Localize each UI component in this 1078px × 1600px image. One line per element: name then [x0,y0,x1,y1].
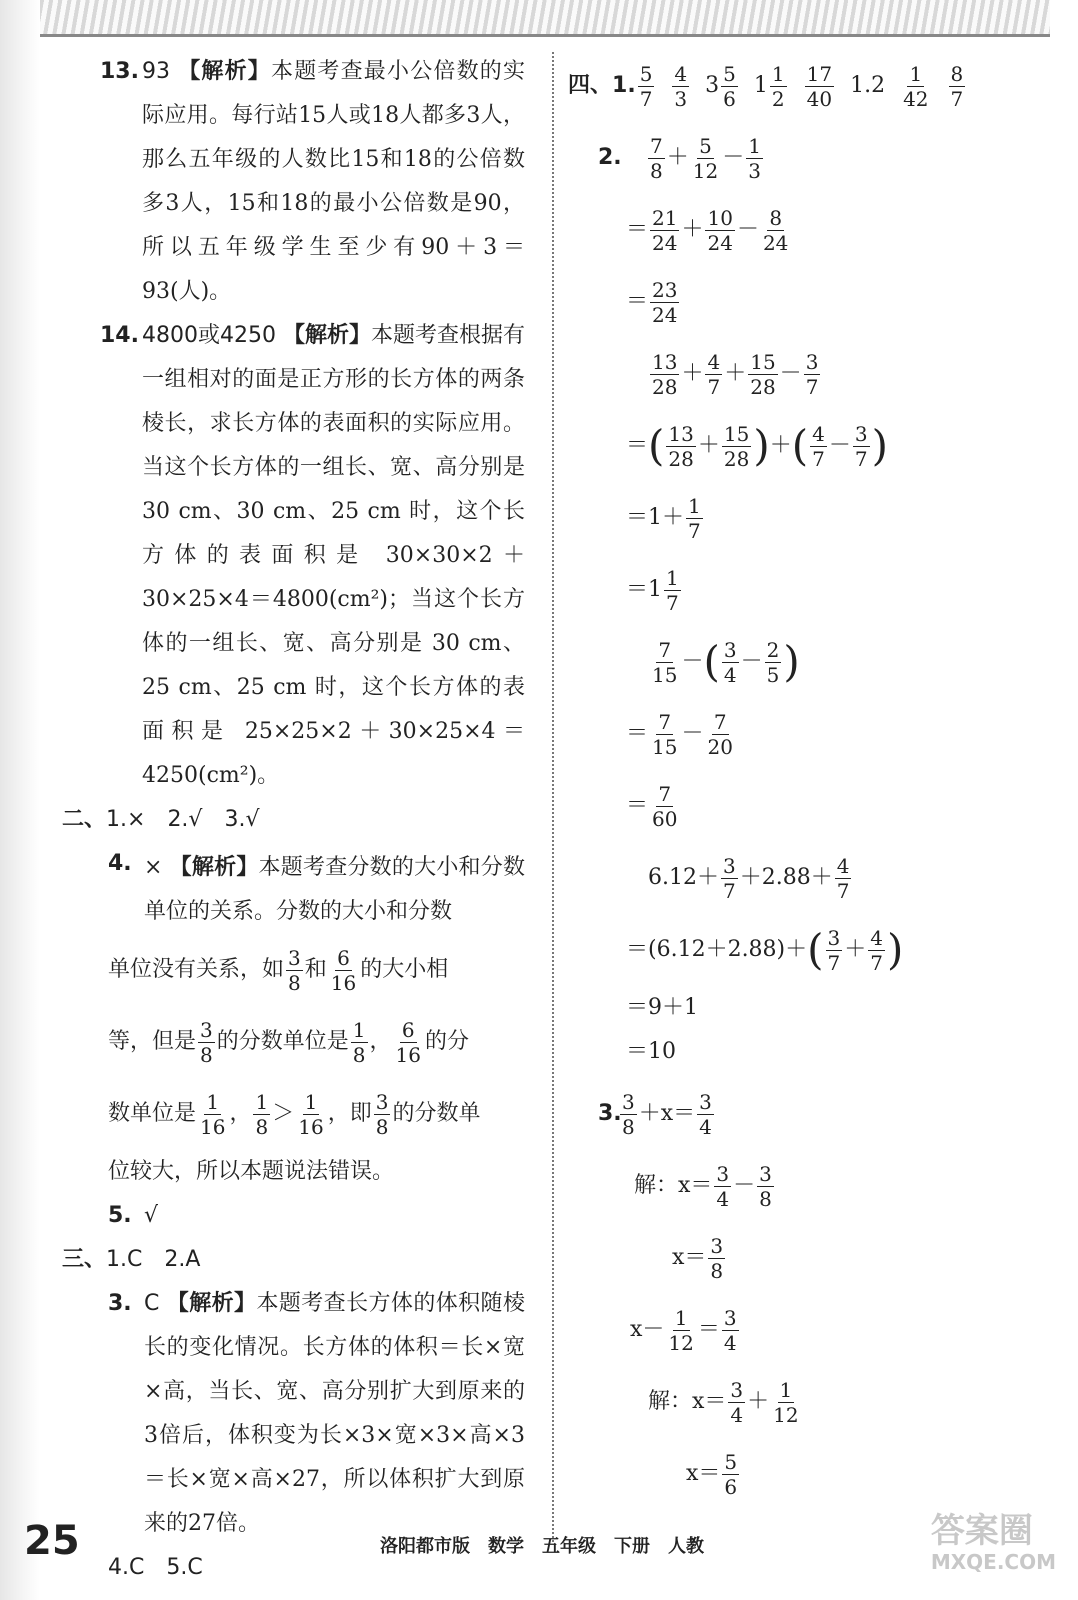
right-paren: ) [783,637,800,686]
left-column [62,50,526,1590]
operator: － [779,361,802,386]
numerator: 5 [699,133,712,158]
text: ＞ [272,1101,295,1126]
equals: ＝ [626,289,649,314]
denominator: 16 [200,1114,226,1139]
numerator: 1 [255,1089,269,1114]
calc-2a-line [598,122,1038,194]
denominator: 8 [622,1114,635,1139]
operator: － [733,1173,756,1198]
denominator: 7 [639,86,653,111]
fraction [374,1090,391,1139]
fraction [728,1378,745,1427]
numerator: 3 [375,1089,389,1114]
analysis-line: 位较大，所以本题说法错误。 [108,1159,395,1184]
denominator: 7 [688,518,701,543]
right-paren: ) [753,421,770,470]
denominator: 24 [762,230,789,255]
mixed-whole: 3 [705,73,720,98]
operator: － [722,145,745,170]
calc-line [626,770,1038,842]
numerator: 2 [766,637,780,662]
denominator: 15 [652,662,678,687]
numerator: 23 [652,277,678,302]
expression: 6.12＋ [648,865,719,890]
numerator: 4 [870,925,884,950]
text: ， [229,1101,252,1126]
denominator: 40 [806,86,833,111]
numerator: 4 [812,421,825,446]
text: 的分数单位是 [216,1029,349,1054]
operator: ＋ [681,361,704,386]
solution-line [634,1150,1038,1222]
fraction [810,422,827,471]
numerator: 4 [836,853,850,878]
fraction [620,1090,637,1139]
denominator: 8 [759,1186,772,1211]
calc-line: ＝9＋1 [626,995,698,1020]
expression: ＝1 [626,577,662,602]
calc-line [626,698,1038,770]
fraction [351,1018,368,1067]
numerator: 3 [200,1017,213,1042]
numerator: 3 [716,1161,730,1186]
numerator: 7 [713,709,727,734]
fraction [708,1234,725,1283]
item-number: 4. [108,851,132,876]
fraction [672,62,689,111]
section-answers: 1.× 2.√ 3.√ [106,807,260,832]
answer-value: 93 [142,59,170,84]
equation-3a-line [598,1078,1038,1150]
numerator: 4 [707,349,721,374]
left-paren: ( [807,925,824,974]
denominator: 12 [692,158,719,183]
section-label: 四、 [568,73,613,98]
fraction [198,1018,215,1067]
numerator: 1 [909,61,923,86]
section-2-line [62,798,525,842]
analysis-tag: 【解析】 [282,323,371,348]
text: 的大小相 [360,957,449,982]
right-paren: ) [887,925,904,974]
fraction [650,206,679,255]
numerator: 1 [779,1377,793,1402]
fraction [648,134,665,183]
fraction [853,422,870,471]
fraction [757,1162,774,1211]
numerator: 3 [723,853,736,878]
denominator: 8 [288,970,301,995]
fraction [770,62,787,111]
answer-value: × [144,855,163,880]
numerator: 21 [652,205,678,230]
denominator: 4 [723,1330,737,1355]
numerator: 5 [639,61,653,86]
denominator: 8 [255,1114,269,1139]
calc-line [626,914,1038,986]
page-edge [0,0,40,1600]
fraction [722,1450,739,1499]
analysis-text: 本题考查分数的大小和分数单位的关系。分数的大小和分数 [144,855,525,924]
denominator: 7 [723,878,736,903]
fraction [650,638,679,687]
section-3-line [62,1238,525,1282]
numerator: 1 [206,1089,220,1114]
operator: ＋ [769,433,792,458]
denominator: 8 [352,1042,366,1067]
numerator: 8 [769,205,783,230]
decimal: 1.2 [850,73,886,98]
analysis-tag: 【解析】 [166,1291,257,1316]
expression: x－ [630,1317,665,1342]
calc-line [626,194,1038,266]
fraction [765,638,782,687]
left-paren: ( [648,421,665,470]
denominator: 12 [773,1402,799,1427]
answer-value: 4800或4250 [142,323,276,348]
denominator: 7 [854,446,868,471]
text: 数单位是 [108,1101,197,1126]
fraction [705,350,722,399]
calc-line [626,554,1038,626]
fraction [650,278,679,327]
item-number: 13. [100,59,139,84]
operator: ＋ [681,217,704,242]
denominator: 8 [375,1114,389,1139]
fraction [901,62,930,111]
analysis-line [108,1078,525,1150]
analysis-text: 本题考查根据有一组相对的面是正方形的长方体的两条棱长，求长方体的表面积的实际应用。当这个长方体的一组长、宽、高分别是 30 cm、30 cm、25 cm 时，这个长方体的表面积是 30×30×2＋30×25×4＝4800(cm²)；当这个长方体的一组长、宽、高分别是 30 cm、25 cm、25 cm 时，这个长方体的表面积是 25×25×2＋30×25×4＝4250(cm²)。 [142,323,526,788]
operator: － [681,649,704,674]
numerator: 3 [622,1089,635,1114]
fraction [804,350,821,399]
text: 和 [304,957,327,982]
operator: － [828,433,851,458]
expression: 解：x＝ [648,1389,727,1414]
numerator: 3 [827,925,841,950]
numerator: 7 [658,637,672,662]
fraction [826,926,843,975]
denominator: 4 [723,662,737,687]
denominator: 8 [650,158,663,183]
fraction [721,62,738,111]
operator: － [681,721,704,746]
denominator: 24 [652,230,678,255]
numerator: 10 [707,205,733,230]
numerator: 3 [699,1089,712,1114]
operator: ＋ [724,361,747,386]
right-column [568,50,1038,1510]
calc-line: ＝10 [626,1039,676,1064]
operator: － [736,217,759,242]
fraction [748,350,777,399]
denominator: 28 [750,374,776,399]
fraction [329,946,358,995]
numerator: 1 [352,1017,366,1042]
expression: 解：x＝ [634,1173,713,1198]
fraction [722,422,751,471]
denominator: 7 [812,446,825,471]
expression: ＋2.88＋ [739,865,833,890]
fraction [771,1378,800,1427]
page-footer [0,1511,1078,1578]
calc-2c-line [648,626,1038,698]
denominator: 3 [748,158,761,183]
solution-line [672,1222,1038,1294]
denominator: 7 [870,950,884,975]
left-paren: ( [791,421,809,470]
numerator: 3 [805,349,819,374]
fraction [666,1306,695,1355]
denominator: 16 [395,1042,421,1067]
analysis-text: 本题考查长方体的体积随棱长的变化情况。长方体的体积＝长×宽×高，当长、宽、高分别扩大到原来的3倍后，体积变为长×3×宽×3×高×3＝长×宽×高×27，所以体积扩大到原来的27倍。 [144,1291,525,1536]
numerator: 8 [950,61,964,86]
decorative-top-band [40,0,1050,37]
section-label: 二、 [62,807,107,832]
denominator: 28 [652,374,678,399]
denominator: 7 [827,950,841,975]
denominator: 4 [699,1114,712,1139]
numerator: 1 [748,133,761,158]
calc-2d-line [648,842,1038,914]
numerator: 3 [723,1305,737,1330]
analysis-tag: 【解析】 [169,855,259,880]
watermark-url: MXQE.COM [930,1550,1056,1574]
operator: － [740,649,763,674]
equals: ＝ [626,721,649,746]
expression: ＋x＝ [638,1101,696,1126]
fraction [705,710,734,759]
fraction [198,1090,227,1139]
numerator: 1 [304,1089,318,1114]
denominator: 15 [652,734,678,759]
section-answers: 1.C 2.A [106,1247,201,1272]
fraction [650,782,679,831]
answer-13 [100,50,525,314]
numerator: 3 [759,1161,772,1186]
item-number: 14. [100,323,139,348]
denominator: 6 [724,1474,738,1499]
numerator: 1 [771,61,785,86]
fraction [714,1162,731,1211]
denominator: 7 [836,878,850,903]
denominator: 28 [723,446,750,471]
watermark [931,1512,1056,1574]
numerator: 7 [658,709,672,734]
numerator: 15 [750,349,776,374]
footer-text: 洛阳都市版 数学 五年级 下册 人教 [380,1536,704,1557]
equation-3b-line [630,1294,1038,1366]
numerator: 1 [688,493,701,518]
denominator: 20 [707,734,733,759]
text: ，即 [327,1101,372,1126]
numerator: 17 [806,61,833,86]
denominator: 60 [652,806,678,831]
denominator: 24 [707,230,733,255]
answer-value: C [144,1291,160,1316]
answer-3-3 [108,1282,525,1546]
fraction [722,1306,739,1355]
equals: ＝ [626,217,649,242]
numerator: 1 [666,565,679,590]
analysis-tag: 【解析】 [178,59,271,84]
numerator: 5 [723,61,736,86]
numerator: 3 [730,1377,744,1402]
numerator: 5 [724,1449,738,1474]
denominator: 12 [668,1330,694,1355]
fraction [868,926,885,975]
answer-3-4-5: 4.C 5.C [108,1555,203,1580]
fraction [253,1090,270,1139]
section-label: 三、 [62,1247,107,1272]
solution-line [686,1438,1038,1510]
fraction [691,134,720,183]
denominator: 5 [766,662,780,687]
fraction [705,206,734,255]
answer-value: √ [144,1203,159,1228]
fraction [761,206,790,255]
calc-line [626,410,1038,482]
page-number: 25 [24,1518,80,1564]
answer-2-4 [108,842,525,1194]
answer-14 [100,314,525,798]
answer-2-5 [108,1194,525,1238]
item-number: 3. [598,1101,622,1126]
text: 的分数单 [392,1101,481,1126]
numerator: 1 [674,1305,688,1330]
numerator: 15 [723,421,750,446]
numerator: 6 [337,945,350,970]
denominator: 28 [668,446,694,471]
equals: ＝ [626,793,649,818]
denominator: 6 [723,86,736,111]
expression: ＝1＋ [626,505,684,530]
numerator: 6 [401,1017,415,1042]
denominator: 4 [716,1186,730,1211]
fraction [686,494,703,543]
fraction [722,638,739,687]
fraction [805,62,834,111]
solution-line [648,1366,1038,1438]
analysis-line [108,934,525,1006]
calc-line [626,266,1038,338]
denominator: 7 [666,590,679,615]
numerator: 7 [658,781,672,806]
denominator: 2 [771,86,785,111]
fraction [394,1018,423,1067]
fraction [296,1090,325,1139]
numerator: 13 [652,349,678,374]
denominator: 16 [330,970,357,995]
watermark-text: 答案圈 [930,1511,1033,1551]
text: ， [369,1029,392,1054]
fraction [746,134,763,183]
denominator: 24 [652,302,678,327]
fraction [638,62,655,111]
denominator: 7 [805,374,819,399]
item-number: 3. [108,1291,132,1316]
denominator: 7 [950,86,964,111]
denominator: 8 [710,1258,724,1283]
denominator: 4 [730,1402,744,1427]
text: 的分 [424,1029,469,1054]
answer-4-1 [568,50,1038,122]
calc-line [626,482,1038,554]
expression: x＝ [672,1245,707,1270]
fraction [286,946,303,995]
operator: ＋ [697,433,720,458]
operator: ＋ [666,145,689,170]
calc-2b-line [648,338,1038,410]
numerator: 3 [723,637,737,662]
left-paren: ( [703,637,720,686]
equals: ＝ [626,433,649,458]
fraction [697,1090,714,1139]
fraction [949,62,966,111]
numerator: 4 [674,61,688,86]
analysis-line [108,1006,525,1078]
item-number: 5. [108,1203,132,1228]
fraction [721,854,738,903]
item-number: 1. [612,73,636,98]
denominator: 16 [298,1114,324,1139]
equals: ＝ [697,1317,720,1342]
mixed-whole: 1 [753,73,768,98]
expression: x＝ [686,1461,721,1486]
fraction [666,422,695,471]
column-divider [552,52,555,1542]
fraction [835,854,852,903]
analysis-text: 本题考查最小公倍数的实际应用。每行站15人或18人都多3人，那么五年级的人数比15和18的公倍数多3人，15和18的最小公倍数是90，所以五年级学生至少有90＋3＝93(人)。 [142,59,525,304]
text: 单位没有关系，如 [108,957,285,982]
expression: ＝(6.12＋2.88)＋ [626,937,808,962]
item-number: 2. [598,145,622,170]
fraction [650,710,679,759]
fraction [664,566,681,615]
denominator: 8 [200,1042,213,1067]
denominator: 7 [707,374,721,399]
right-paren: ) [871,421,888,470]
text: 等，但是 [108,1029,197,1054]
numerator: 3 [854,421,868,446]
numerator: 3 [288,945,301,970]
denominator: 3 [674,86,688,111]
operator: ＋ [844,937,867,962]
numerator: 13 [668,421,694,446]
numerator: 7 [650,133,663,158]
operator: ＋ [747,1389,770,1414]
numerator: 3 [710,1233,724,1258]
denominator: 42 [903,86,929,111]
fraction [650,350,679,399]
